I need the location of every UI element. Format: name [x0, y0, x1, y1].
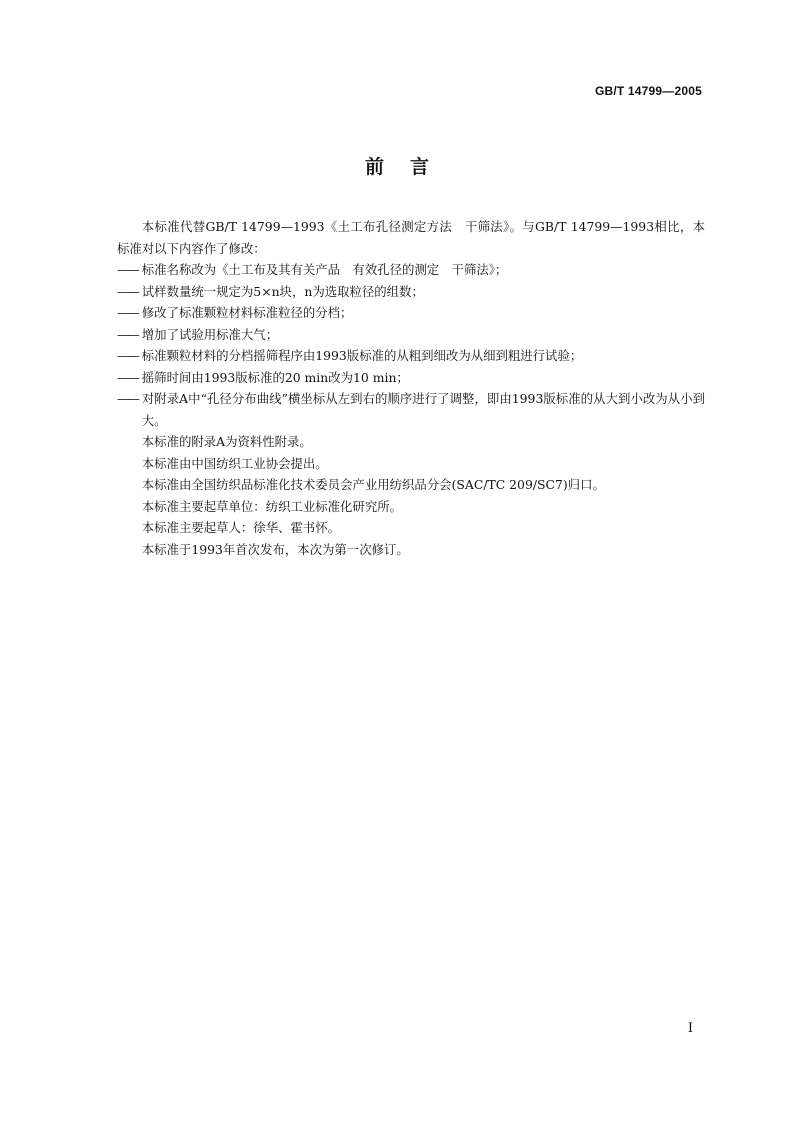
change-item [117, 281, 705, 303]
closing-paragraph: 本标准主要起草人：徐华、霍书怀。 [141, 520, 341, 535]
closing-paragraph: 本标准由中国纺织工业协会提出。 [141, 455, 328, 471]
closing-paragraph: 本标准的附录A为资料性附录。 [141, 434, 312, 449]
change-item [117, 367, 705, 389]
intro-paragraph: 本标准代替GB/T 14799—1993《土工布孔径测定方法 干筛法》。与GB/T 14799—1993相比，本标准对以下内容作了修改： [117, 219, 705, 256]
page-number: I [687, 1021, 693, 1036]
change-item-text: 试样数量统一规定为5×n块，n为选取粒径的组数； [141, 283, 424, 299]
document-code: GB/T 14799—2005 [594, 84, 702, 98]
change-item [117, 302, 705, 324]
change-item-text: 修改了标准颗粒材料标准粒径的分档； [141, 305, 353, 320]
change-item [117, 388, 705, 431]
change-item-text: 标准颗粒材料的分档摇筛程序由1993版标准的从粗到细改为从细到粗进行试验； [141, 348, 583, 363]
closing-paragraph: 本标准主要起草单位：纺织工业标准化研究所。 [141, 498, 402, 514]
change-item [117, 345, 705, 367]
dash-marker: —— [117, 305, 138, 320]
change-list [117, 259, 705, 431]
closing-paragraph: 本标准于1993年首次发布，本次为第一次修订。 [141, 541, 409, 557]
dash-marker: —— [117, 326, 138, 342]
dash-marker: —— [117, 391, 138, 406]
dash-marker: —— [117, 369, 138, 385]
change-item [117, 259, 705, 281]
change-item-text: 摇筛时间由1993版标准的20 min改为10 min； [141, 369, 409, 385]
change-item [117, 324, 705, 346]
dash-marker: —— [117, 283, 138, 299]
change-item-text: 增加了试验用标准大气； [141, 326, 279, 342]
change-item-text: 对附录A中“孔径分布曲线”横坐标从左到右的顺序进行了调整，即由1993版标准的从大到小改为从小到大。 [141, 391, 705, 428]
page-title: 前言 [364, 156, 455, 178]
closing-paragraph: 本标准由全国纺织品标准化技术委员会产业用纺织品分会(SAC/TC 209/SC7)归口。 [141, 477, 605, 492]
dash-marker: —— [117, 262, 138, 277]
document-body [117, 216, 705, 560]
dash-marker: —— [117, 348, 138, 363]
change-item-text: 标准名称改为《土工布及其有关产品 有效孔径的测定 干筛法》； [141, 262, 508, 277]
